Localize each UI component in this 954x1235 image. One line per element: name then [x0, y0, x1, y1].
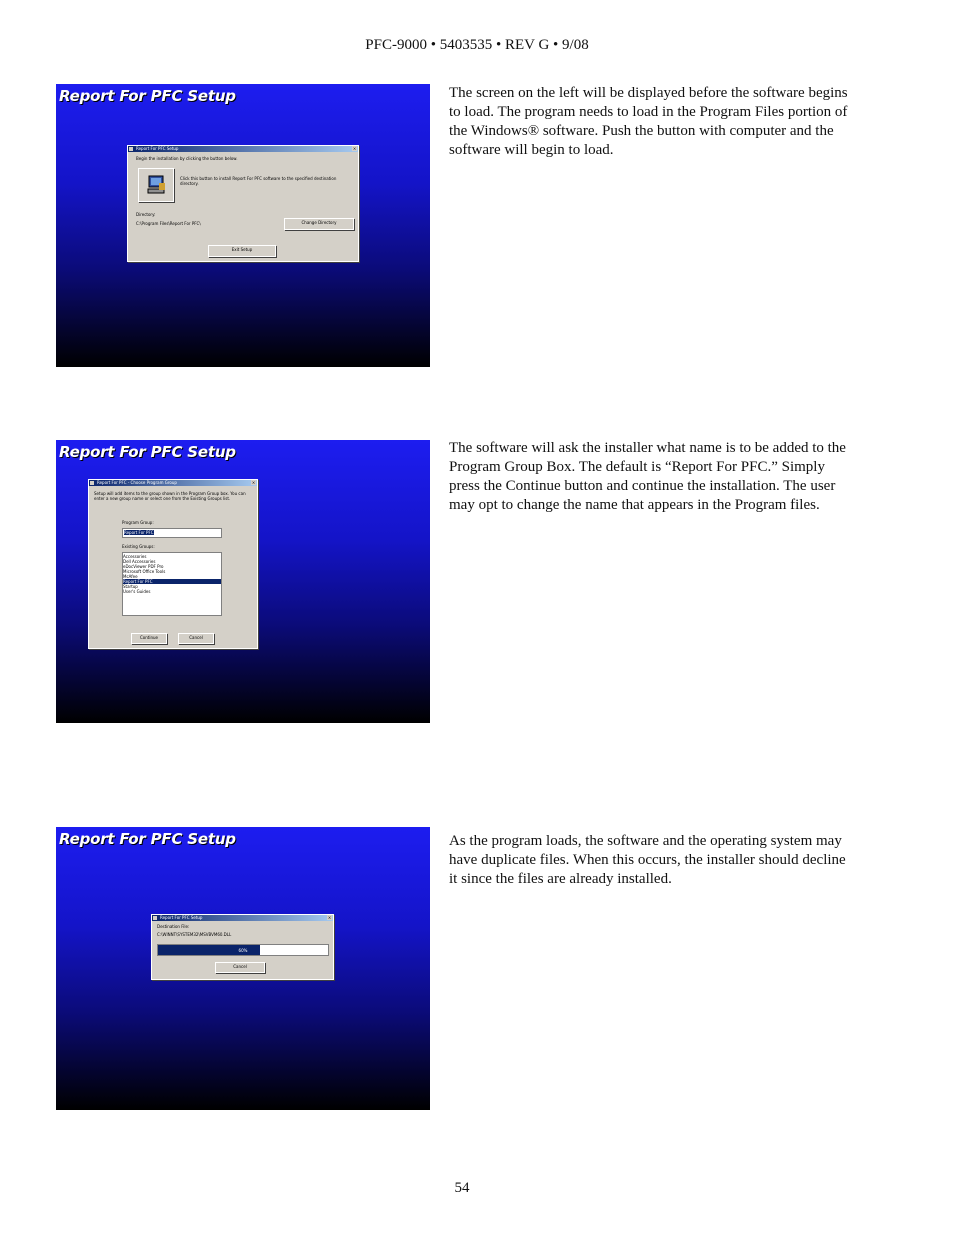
dialog-titlebar [89, 480, 257, 486]
app-icon [90, 481, 94, 485]
list-item[interactable]: Accessories [123, 554, 147, 559]
destination-value: C:\WINNT\SYSTEM32\MSVBVM60.DLL [157, 932, 232, 937]
existing-groups-list[interactable] [122, 552, 222, 616]
continue-button[interactable]: Continue [131, 633, 167, 644]
cancel-button[interactable]: Cancel [215, 962, 265, 973]
page-header: PFC-9000 • 5403535 • REV G • 9/08 [365, 37, 589, 53]
close-icon[interactable]: × [251, 480, 256, 485]
computer-icon [139, 169, 173, 201]
install-hint: Click this button to install Report For PFC software to the specified destination directory. [180, 176, 337, 186]
setup-screenshot-1 [56, 84, 430, 367]
exit-setup-button[interactable]: Exit Setup [208, 245, 276, 257]
setup-dialog [127, 145, 359, 262]
install-button[interactable] [138, 168, 174, 202]
dialog-titlebar [152, 915, 333, 921]
screen-title: Report For PFC Setup [59, 830, 236, 848]
directory-value: C:\Program Files\Report For PFC\ [136, 221, 201, 226]
close-icon[interactable]: × [327, 915, 332, 920]
dialog-title: Report For PFC - Choose Program Group [97, 480, 177, 485]
app-icon [129, 147, 133, 151]
program-group-label: Program Group: [122, 520, 154, 525]
list-item[interactable]: Startup [123, 584, 138, 589]
close-icon[interactable]: × [352, 146, 357, 151]
app-icon [153, 916, 157, 920]
section-2-text: The software will ask the installer what name is to be added to the Program Group Box. The default is “Report For PFC.” Simply press the Continue button and continue the installation. The user may opt to change the name that appears in the Program files. [449, 440, 846, 513]
program-group-input[interactable] [122, 528, 222, 538]
section-3-text: As the program loads, the software and the operating system may have duplicate files. When this occurs, the installer should decline it since the files are already installed. [449, 833, 846, 887]
directory-label: Directory: [136, 212, 156, 217]
change-directory-button[interactable]: Change Directory [284, 218, 354, 230]
list-item[interactable]: McAfee [123, 574, 138, 579]
progress-dialog [151, 914, 334, 980]
setup-screenshot-2 [56, 440, 430, 723]
list-item[interactable]: User's Guides [123, 589, 151, 594]
program-group-dialog [88, 479, 258, 649]
existing-groups-label: Existing Groups: [122, 544, 155, 549]
page-number: 54 [454, 1180, 470, 1196]
screen-title: Report For PFC Setup [59, 87, 236, 105]
dialog-intro: Setup will add items to the group shown in the Program Group box. You can enter a new group name or select one from the Existing Groups list. [94, 491, 246, 501]
section-1-text: The screen on the left will be displayed before the software begins to load. The program needs to load in the Program Files portion of the Windows® software. Push the button with computer and the software will begin to load. [449, 85, 848, 158]
program-group-value: Report For PFC [124, 530, 154, 535]
list-item[interactable]: Dell Accessories [123, 559, 156, 564]
dialog-title: Report For PFC Setup [136, 146, 179, 151]
destination-label: Destination File: [157, 924, 190, 929]
dialog-titlebar [128, 146, 358, 152]
progress-bar [157, 944, 329, 956]
dialog-title: Report For PFC Setup [160, 915, 203, 920]
dialog-intro: Begin the installation by clicking the button below. [136, 156, 238, 161]
list-item-selected[interactable]: Report For PFC [123, 579, 221, 584]
screen-title: Report For PFC Setup [59, 443, 236, 461]
list-item[interactable]: Microsoft Office Tools [123, 569, 166, 574]
list-item[interactable]: eDocViewer PDF Pro [123, 564, 164, 569]
progress-text: 60% [238, 948, 248, 953]
setup-screenshot-3 [56, 827, 430, 1110]
cancel-button[interactable]: Cancel [178, 633, 214, 644]
